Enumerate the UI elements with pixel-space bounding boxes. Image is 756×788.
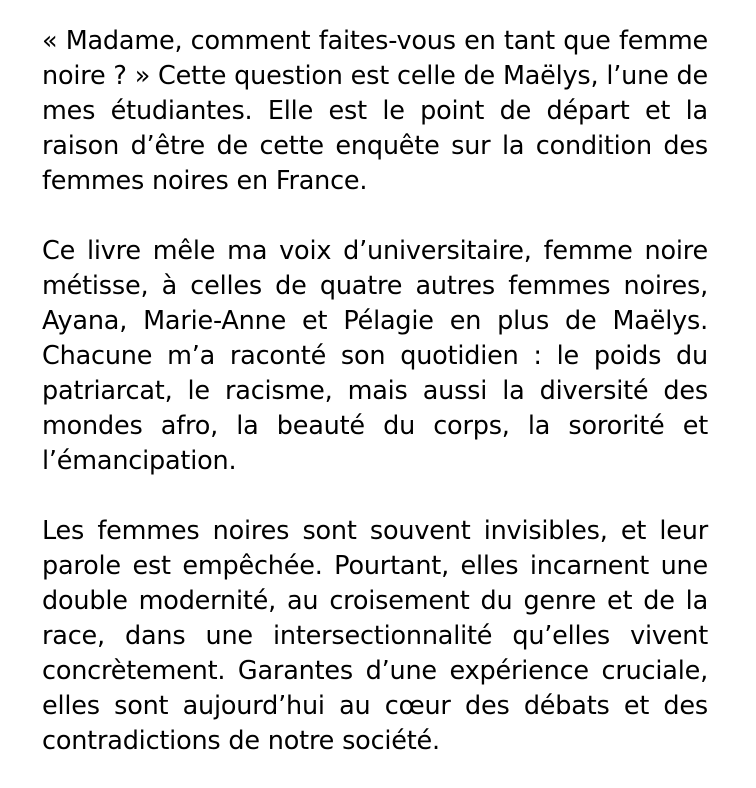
paragraph-1: « Madame, comment faites-vous en tant que femme noire ? » Cette question est celle de Maëlys, l’une de mes étudiantes. Elle est le point de départ et la raison d’être de cette enquête sur la condition des femmes noires en France.: [42, 26, 708, 196]
paragraph-3: Les femmes noires sont souvent invisibles, et leur parole est empêchée. Pourtant, elles incarnent une double modernité, au croisement du genre et de la race, dans une intersectionnalité qu’elles vivent concrètement. Garantes d’une expérience cruciale, elles sont aujourd’hui au cœur des débats et des contradictions de notre société.: [42, 516, 708, 756]
paragraph-2: Ce livre mêle ma voix d’universitaire, femme noire métisse, à celles de quatre autres femmes noires, Ayana, Marie-Anne et Pélagie en plus de Maëlys. Chacune m’a raconté son quotidien : le poids du patriarcat, le racisme, mais aussi la diversité des mondes afro, la beauté du corps, la sororité et l’émancipation.: [42, 236, 708, 476]
document-body: [42, 24, 708, 759]
